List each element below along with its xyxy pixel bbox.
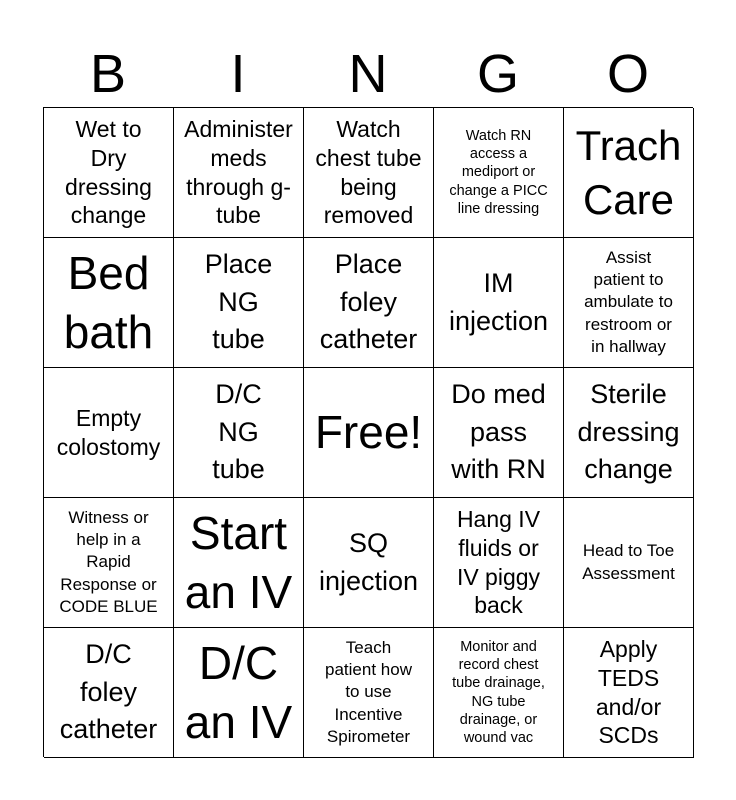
- header-letter-i: I: [230, 44, 246, 104]
- bingo-cell[interactable]: Wet to Dry dressing change: [44, 108, 174, 238]
- bingo-cell[interactable]: SQ injection: [304, 498, 434, 628]
- bingo-cell[interactable]: Sterile dressing change: [564, 368, 694, 498]
- bingo-cell[interactable]: Head to Toe Assessment: [564, 498, 694, 628]
- bingo-cell[interactable]: Empty colostomy: [44, 368, 174, 498]
- bingo-cell[interactable]: IM injection: [434, 238, 564, 368]
- free-space-cell[interactable]: Free!: [304, 368, 434, 498]
- bingo-cell[interactable]: Watch RN access a mediport or change a PICC line dressing: [434, 108, 564, 238]
- bingo-cell[interactable]: Apply TEDS and/or SCDs: [564, 628, 694, 758]
- bingo-cell[interactable]: Witness or help in a Rapid Response or CODE BLUE: [44, 498, 174, 628]
- bingo-cell[interactable]: D/C foley catheter: [44, 628, 174, 758]
- bingo-header: [43, 40, 693, 108]
- header-letter-n: N: [348, 44, 388, 104]
- bingo-cell[interactable]: Monitor and record chest tube drainage, NG tube drainage, or wound vac: [434, 628, 564, 758]
- bingo-cell[interactable]: Place NG tube: [174, 238, 304, 368]
- bingo-cell[interactable]: D/C NG tube: [174, 368, 304, 498]
- bingo-cell[interactable]: Hang IV fluids or IV piggy back: [434, 498, 564, 628]
- header-letter-b: B: [89, 44, 127, 104]
- bingo-cell[interactable]: Place foley catheter: [304, 238, 434, 368]
- bingo-cell[interactable]: Do med pass with RN: [434, 368, 564, 498]
- bingo-cell[interactable]: Teach patient how to use Incentive Spirometer: [304, 628, 434, 758]
- header-letter-g: G: [476, 44, 519, 104]
- bingo-cell[interactable]: Start an IV: [174, 498, 304, 628]
- bingo-cell[interactable]: Administer meds through g- tube: [174, 108, 304, 238]
- bingo-cell[interactable]: Bed bath: [44, 238, 174, 368]
- bingo-board: [43, 107, 693, 757]
- bingo-cell[interactable]: Watch chest tube being removed: [304, 108, 434, 238]
- bingo-cell[interactable]: Trach Care: [564, 108, 694, 238]
- bingo-cell[interactable]: D/C an IV: [174, 628, 304, 758]
- bingo-cell[interactable]: Assist patient to ambulate to restroom or in hallway: [564, 238, 694, 368]
- header-letter-o: O: [606, 44, 649, 104]
